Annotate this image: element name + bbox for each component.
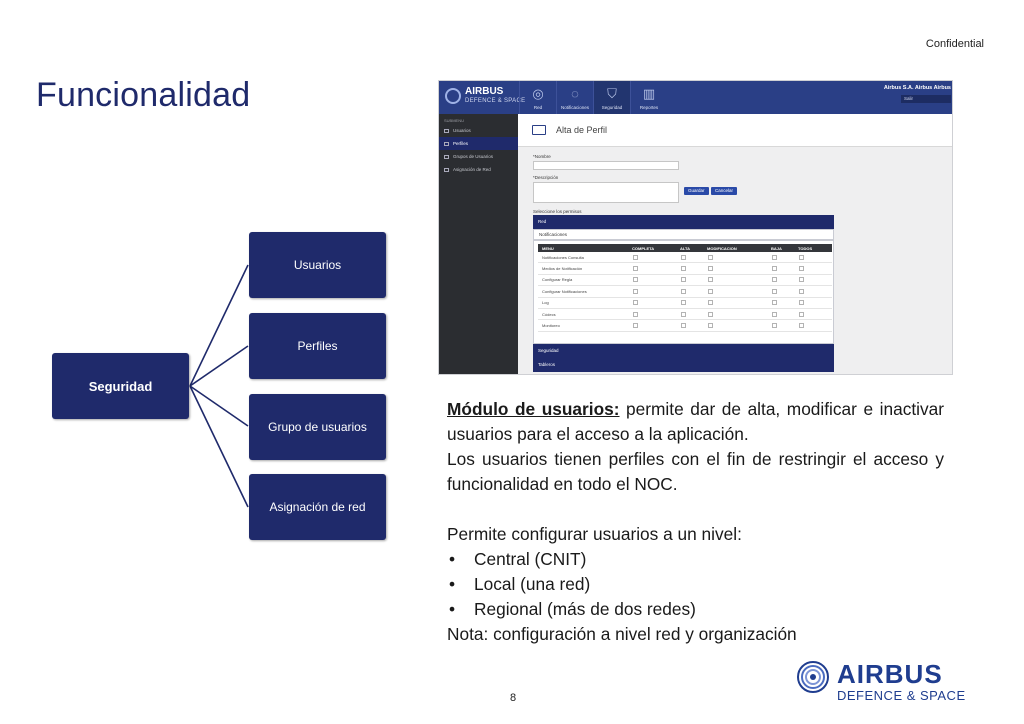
permission-checkbox[interactable] (772, 266, 777, 271)
monitor-icon (532, 125, 546, 135)
column-header: MODIFICACION (707, 245, 737, 251)
permission-checkbox-cell (633, 298, 638, 308)
column-header: COMPLETA (632, 245, 655, 251)
permission-checkbox-cell (633, 252, 638, 262)
app-topbar (439, 81, 953, 114)
permission-checkbox[interactable] (799, 312, 804, 317)
permission-checkbox[interactable] (633, 266, 638, 271)
airbus-brand (796, 660, 996, 706)
group-red-bar[interactable]: Red (533, 215, 834, 229)
permission-checkbox-cell (681, 252, 686, 262)
permission-checkbox[interactable] (633, 312, 638, 317)
permission-checkbox-cell (708, 320, 713, 330)
sidebar-item-label: Usuarios (453, 128, 471, 133)
permission-checkbox[interactable] (633, 277, 638, 282)
permission-checkbox[interactable] (708, 255, 713, 260)
table-header (538, 244, 832, 252)
column-header: ALTA (680, 245, 691, 251)
description-paragraph-3: Permite configurar usuarios a un nivel: (447, 524, 742, 544)
airbus-logo-icon (445, 88, 461, 104)
tab-notificaciones-label: Notificaciones (560, 105, 589, 110)
permission-checkbox-cell (708, 309, 713, 319)
sidebar-item-grupos[interactable] (439, 150, 518, 163)
permissions-table (538, 244, 832, 332)
tree-node-grupo-usuarios: Grupo de usuarios (249, 394, 386, 460)
permission-checkbox[interactable] (681, 300, 686, 305)
row-label: Notificaciones Consulta (542, 254, 584, 260)
permission-checkbox[interactable] (681, 312, 686, 317)
row-label: Medios de Notificación (542, 266, 583, 272)
permission-checkbox-cell (799, 275, 804, 285)
permissions-label: Seleccione los permisos (533, 209, 582, 214)
permission-checkbox[interactable] (708, 277, 713, 282)
permission-checkbox-cell (633, 275, 638, 285)
permission-checkbox-cell (799, 286, 804, 296)
permission-checkbox-cell (633, 320, 638, 330)
app-logo-text: AIRBUS (465, 86, 504, 97)
table-row (538, 309, 832, 320)
list-item-text: Local (una red) (474, 574, 591, 594)
row-label: Códecs (542, 311, 556, 317)
permission-checkbox[interactable] (633, 289, 638, 294)
description-label: *Descripción (533, 175, 559, 180)
group-notifications-bar[interactable]: Notificaciones (533, 229, 834, 240)
permission-checkbox[interactable] (681, 266, 686, 271)
permission-checkbox-cell (633, 263, 638, 273)
table-row (538, 320, 832, 331)
globe-icon: ◎ (532, 86, 544, 101)
permission-checkbox[interactable] (799, 323, 804, 328)
permission-checkbox-cell (772, 298, 777, 308)
tab-seguridad[interactable] (593, 81, 630, 114)
permission-checkbox-cell (708, 263, 713, 273)
brand-subtitle: DEFENCE & SPACE (837, 688, 966, 703)
permission-checkbox-cell (681, 286, 686, 296)
cancel-button[interactable]: Cancelar (711, 187, 737, 195)
permission-checkbox-cell (772, 252, 777, 262)
monitor-icon (444, 129, 449, 133)
lead-text: Módulo de usuarios: (447, 399, 620, 419)
name-field[interactable] (533, 161, 679, 170)
description-block (447, 397, 944, 647)
permission-checkbox[interactable] (799, 300, 804, 305)
sidebar-item-label: Asignación de Red (453, 167, 491, 172)
monitor-icon (444, 155, 449, 159)
permission-checkbox-cell (708, 275, 713, 285)
bar-chart-icon: ▥ (642, 86, 656, 101)
sidebar-item-usuarios[interactable] (439, 124, 518, 137)
permission-checkbox-cell (708, 252, 713, 262)
table-row (538, 252, 832, 263)
permission-checkbox-cell (799, 309, 804, 319)
bullet-icon: • (449, 599, 456, 619)
table-row (538, 263, 832, 274)
group-security-bar[interactable]: Seguridad (533, 344, 834, 358)
table-body (538, 252, 832, 332)
permission-checkbox-cell (772, 263, 777, 273)
row-label: Log (542, 300, 549, 306)
permission-checkbox[interactable] (681, 323, 686, 328)
permission-checkbox[interactable] (772, 277, 777, 282)
sidebar-item-asignacion[interactable] (439, 163, 518, 176)
tab-notificaciones[interactable] (556, 81, 593, 114)
app-user-name: Airbus S.A. Airbus Airbus (883, 85, 951, 91)
list-item (447, 572, 944, 597)
permission-checkbox[interactable] (708, 300, 713, 305)
permission-checkbox[interactable] (799, 255, 804, 260)
sidebar-item-perfiles[interactable] (439, 137, 518, 150)
permission-checkbox-cell (681, 275, 686, 285)
row-label: Configurar Regla (542, 277, 573, 283)
sidebar-item-label: Grupos de Usuarios (453, 154, 494, 159)
spacer (447, 497, 944, 522)
monitor-icon (444, 142, 449, 146)
permission-checkbox[interactable] (772, 289, 777, 294)
permission-checkbox-cell (772, 286, 777, 296)
description-field[interactable] (533, 182, 679, 203)
permission-checkbox-cell (772, 309, 777, 319)
bullet-icon: • (449, 549, 456, 569)
page-number: 8 (510, 692, 517, 704)
permission-checkbox[interactable] (681, 277, 686, 282)
permission-checkbox[interactable] (799, 289, 804, 294)
permission-checkbox[interactable] (681, 289, 686, 294)
permission-checkbox-cell (799, 298, 804, 308)
column-header: BAJA (771, 245, 782, 251)
chat-icon: ◌ (571, 86, 579, 101)
permission-checkbox-cell (633, 286, 638, 296)
form-title: Alta de Perfil (556, 125, 608, 135)
permission-checkbox-cell (772, 275, 777, 285)
permission-checkbox[interactable] (681, 255, 686, 260)
app-user-menu[interactable]: Salir (901, 95, 951, 103)
permission-checkbox[interactable] (633, 255, 638, 260)
tab-red-label: Red (533, 105, 543, 110)
app-logo-subtext: DEFENCE & SPACE (465, 98, 526, 104)
permission-checkbox[interactable] (708, 266, 713, 271)
list-item-text: Regional (más de dos redes) (474, 599, 696, 619)
permission-checkbox[interactable] (708, 312, 713, 317)
permission-checkbox[interactable] (772, 312, 777, 317)
row-label: Monitoreo (542, 323, 560, 329)
column-header: MENU (542, 245, 554, 251)
shield-icon: ⛉ (607, 86, 617, 101)
save-button[interactable]: Guardar (684, 187, 709, 195)
row-label: Configurar Notificaciones (542, 288, 587, 294)
permission-checkbox[interactable] (633, 323, 638, 328)
permission-checkbox-cell (799, 320, 804, 330)
description-paragraph-1 (447, 397, 944, 447)
tab-red[interactable] (519, 81, 556, 114)
tree-node-asignacion-red: Asignación de red (249, 474, 386, 540)
permission-checkbox-cell (681, 263, 686, 273)
permission-checkbox-cell (799, 263, 804, 273)
app-main (518, 114, 953, 375)
permission-checkbox-cell (772, 320, 777, 330)
group-boards-bar[interactable]: Tableros (533, 358, 834, 372)
column-header: TODOS (798, 245, 813, 251)
permission-checkbox-cell (708, 286, 713, 296)
tab-reportes[interactable] (630, 81, 667, 114)
app-sidebar (439, 114, 518, 375)
permission-checkbox[interactable] (799, 266, 804, 271)
confidential-label: Confidential (925, 38, 984, 50)
paragraph-text: permite dar de alta, modificar e inactivar usuarios para el acceso a la aplicación. (447, 399, 944, 444)
tree-node-usuarios: Usuarios (249, 232, 386, 298)
list-item (447, 547, 944, 572)
table-row (538, 286, 832, 297)
sidebar-heading: SUBMENU (444, 118, 465, 123)
permission-checkbox-cell (681, 320, 686, 330)
tab-reportes-label: Reportes (639, 105, 659, 110)
permission-checkbox[interactable] (772, 323, 777, 328)
permission-checkbox[interactable] (799, 277, 804, 282)
sidebar-item-label: Perfiles (453, 141, 469, 146)
tree-root-node: Seguridad (52, 353, 189, 419)
name-label: *Nombre (533, 154, 551, 159)
tree-node-perfiles: Perfiles (249, 313, 386, 379)
table-row (538, 298, 832, 309)
permission-checkbox-cell (708, 298, 713, 308)
permission-checkbox-cell (681, 309, 686, 319)
airbus-logo-icon (796, 660, 830, 694)
permission-checkbox[interactable] (708, 323, 713, 328)
tab-seguridad-label: Seguridad (601, 105, 623, 110)
monitor-icon (444, 168, 449, 172)
permission-checkbox[interactable] (772, 300, 777, 305)
table-row (538, 275, 832, 286)
app-screenshot (438, 80, 953, 375)
bullet-icon: • (449, 574, 456, 594)
permission-checkbox[interactable] (708, 289, 713, 294)
list-item (447, 597, 944, 622)
permission-checkbox[interactable] (772, 255, 777, 260)
permission-checkbox-cell (633, 309, 638, 319)
brand-name: AIRBUS (837, 659, 943, 689)
form-header (518, 114, 953, 147)
permission-checkbox[interactable] (633, 300, 638, 305)
permission-checkbox-cell (681, 298, 686, 308)
page-title: Funcionalidad (36, 76, 251, 114)
description-paragraph-2: Los usuarios tienen perfiles con el fin de restringir el acceso y funcionalidad en todo el NOC. (447, 449, 944, 494)
permission-checkbox-cell (799, 252, 804, 262)
note-text: Nota: configuración a nivel red y organización (447, 624, 797, 644)
list-item-text: Central (CNIT) (474, 549, 587, 569)
